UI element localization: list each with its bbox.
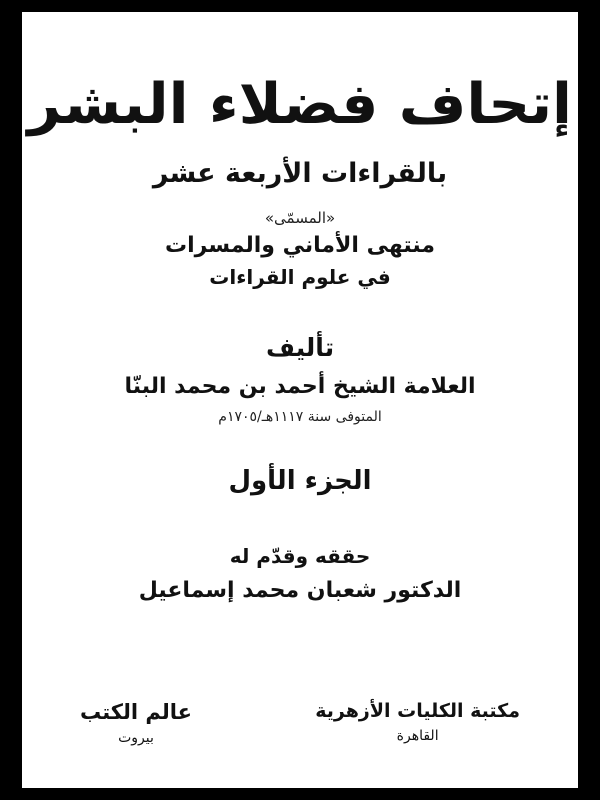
alt-title-line-2: في علوم القراءات	[209, 265, 391, 289]
volume-label: الجزء الأول	[228, 466, 372, 496]
publishers-row	[22, 700, 578, 746]
publisher-beirut	[80, 700, 192, 746]
author-death-date: المتوفى سنة ١١١٧هـ/١٧٠٥م	[218, 409, 382, 425]
publisher-cairo	[315, 700, 520, 746]
byline-label: تأليف	[265, 333, 335, 362]
cover-content	[22, 12, 578, 788]
publisher-cairo-name: مكتبة الكليات الأزهرية	[315, 700, 520, 722]
book-cover-page	[22, 12, 578, 788]
author-name: العلامة الشيخ أحمد بن محمد البنّا	[124, 374, 476, 399]
alt-title-label: «المسمّى»	[264, 209, 336, 227]
editor-label: حققه وقدّم له	[229, 544, 371, 568]
publisher-cairo-city: القاهرة	[396, 728, 439, 744]
alt-title-line-1: منتهى الأماني والمسرات	[165, 233, 435, 258]
publisher-beirut-name: عالم الكتب	[80, 700, 192, 724]
publisher-beirut-city: بيروت	[118, 730, 154, 746]
book-subtitle: بالقراءات الأربعة عشر	[152, 158, 448, 189]
page-title: إتحاف فضلاء البشر	[27, 72, 573, 137]
editor-name: الدكتور شعبان محمد إسماعيل	[138, 578, 462, 603]
